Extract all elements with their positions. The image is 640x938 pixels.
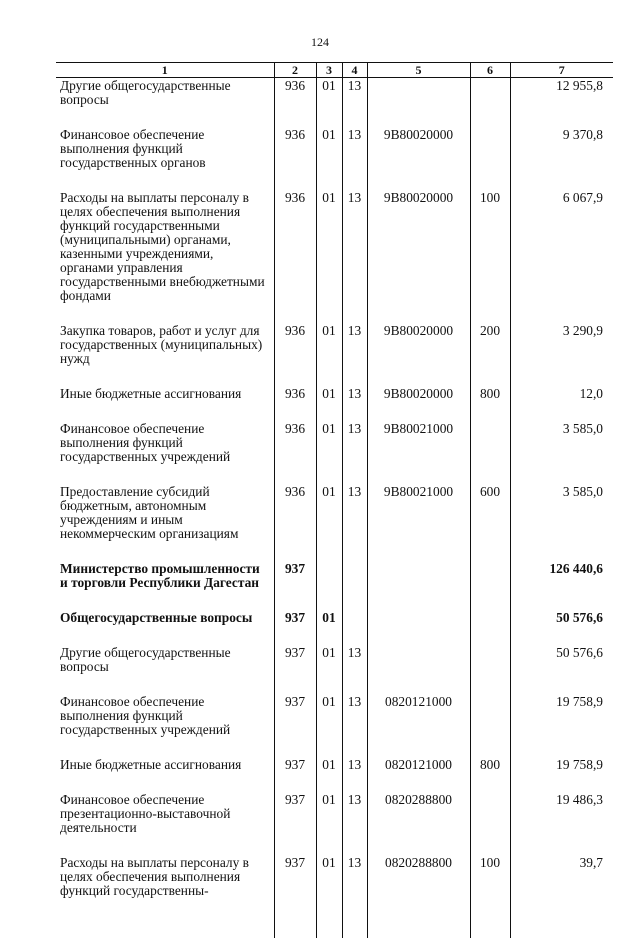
table-row — [56, 645, 613, 694]
row-section-cell: 01 — [316, 78, 342, 128]
row-subsection-cell: 13 — [342, 855, 367, 938]
row-type-cell — [470, 694, 510, 757]
row-name-cell: Другие общегосударственные вопросы — [56, 78, 274, 128]
row-amount-cell: 3 585,0 — [510, 484, 613, 561]
row-amount-cell: 50 576,6 — [510, 645, 613, 694]
row-amount-cell: 39,7 — [510, 855, 613, 938]
table-row — [56, 757, 613, 792]
row-section-cell: 01 — [316, 855, 342, 938]
row-amount-cell: 126 440,6 — [510, 561, 613, 610]
row-section-cell: 01 — [316, 190, 342, 323]
row-code-cell: 936 — [274, 484, 316, 561]
row-type-cell — [470, 127, 510, 190]
row-target-cell: 0820288800 — [367, 792, 470, 855]
row-amount-cell: 6 067,9 — [510, 190, 613, 323]
row-type-cell — [470, 561, 510, 610]
column-header-3: 3 — [316, 63, 342, 78]
column-header-6: 6 — [470, 63, 510, 78]
row-amount-cell: 12,0 — [510, 386, 613, 421]
row-section-cell: 01 — [316, 610, 342, 645]
row-name-cell: Другие общегосударственные вопросы — [56, 645, 274, 694]
row-code-cell: 936 — [274, 127, 316, 190]
row-code-cell: 936 — [274, 421, 316, 484]
table-row — [56, 855, 613, 938]
row-type-cell — [470, 78, 510, 128]
row-target-cell: 0820121000 — [367, 757, 470, 792]
column-header-1: 1 — [56, 63, 274, 78]
row-target-cell: 9В80020000 — [367, 323, 470, 386]
row-code-cell: 936 — [274, 323, 316, 386]
row-type-cell: 800 — [470, 757, 510, 792]
row-name-cell: Предоставление субсидий бюджетным, автономным учреждениям и иным некоммерческим организациям — [56, 484, 274, 561]
table-header — [56, 63, 613, 78]
row-subsection-cell: 13 — [342, 792, 367, 855]
table-row — [56, 386, 613, 421]
row-code-cell: 937 — [274, 610, 316, 645]
row-code-cell: 937 — [274, 561, 316, 610]
row-amount-cell: 9 370,8 — [510, 127, 613, 190]
table-body — [56, 78, 613, 938]
row-section-cell — [316, 561, 342, 610]
row-section-cell: 01 — [316, 645, 342, 694]
row-section-cell: 01 — [316, 127, 342, 190]
row-name-cell: Министерство промышленности и торговли Республики Дагестан — [56, 561, 274, 610]
row-section-cell: 01 — [316, 694, 342, 757]
row-type-cell: 800 — [470, 386, 510, 421]
row-subsection-cell: 13 — [342, 484, 367, 561]
row-subsection-cell: 13 — [342, 757, 367, 792]
row-section-cell: 01 — [316, 484, 342, 561]
row-name-cell: Финансовое обеспечение выполнения функций государственных учреждений — [56, 421, 274, 484]
row-subsection-cell: 13 — [342, 421, 367, 484]
table-row — [56, 78, 613, 128]
table-row — [56, 127, 613, 190]
row-type-cell — [470, 792, 510, 855]
row-subsection-cell: 13 — [342, 127, 367, 190]
row-subsection-cell: 13 — [342, 694, 367, 757]
row-code-cell: 937 — [274, 855, 316, 938]
row-code-cell: 937 — [274, 757, 316, 792]
table-row — [56, 190, 613, 323]
row-section-cell: 01 — [316, 421, 342, 484]
table-row — [56, 561, 613, 610]
row-name-cell: Закупка товаров, работ и услуг для государственных (муниципальных) нужд — [56, 323, 274, 386]
row-type-cell: 100 — [470, 855, 510, 938]
row-type-cell — [470, 421, 510, 484]
row-code-cell: 937 — [274, 792, 316, 855]
row-target-cell — [367, 78, 470, 128]
row-amount-cell: 19 486,3 — [510, 792, 613, 855]
row-subsection-cell: 13 — [342, 323, 367, 386]
row-subsection-cell — [342, 610, 367, 645]
table-row — [56, 610, 613, 645]
row-type-cell — [470, 645, 510, 694]
row-target-cell — [367, 610, 470, 645]
row-code-cell: 936 — [274, 78, 316, 128]
row-code-cell: 936 — [274, 190, 316, 323]
row-target-cell: 0820288800 — [367, 855, 470, 938]
row-subsection-cell: 13 — [342, 190, 367, 323]
row-subsection-cell — [342, 561, 367, 610]
row-code-cell: 937 — [274, 694, 316, 757]
budget-table — [56, 62, 613, 938]
table-row — [56, 421, 613, 484]
table-row — [56, 792, 613, 855]
row-target-cell: 0820121000 — [367, 694, 470, 757]
row-amount-cell: 19 758,9 — [510, 694, 613, 757]
row-section-cell: 01 — [316, 792, 342, 855]
row-name-cell: Расходы на выплаты персоналу в целях обеспечения выполнения функций государственны- — [56, 855, 274, 938]
row-code-cell: 936 — [274, 386, 316, 421]
row-target-cell: 9В80020000 — [367, 386, 470, 421]
row-section-cell: 01 — [316, 757, 342, 792]
row-target-cell: 9В80021000 — [367, 421, 470, 484]
row-section-cell: 01 — [316, 386, 342, 421]
row-name-cell: Общегосударственные вопросы — [56, 610, 274, 645]
table-row — [56, 694, 613, 757]
page-number: 124 — [0, 35, 640, 50]
row-type-cell — [470, 610, 510, 645]
row-name-cell: Иные бюджетные ассигнования — [56, 757, 274, 792]
column-header-7: 7 — [510, 63, 613, 78]
row-target-cell: 9В80020000 — [367, 127, 470, 190]
row-name-cell: Финансовое обеспечение презентационно-выставочной деятельности — [56, 792, 274, 855]
row-amount-cell: 19 758,9 — [510, 757, 613, 792]
row-subsection-cell: 13 — [342, 645, 367, 694]
table-row — [56, 484, 613, 561]
row-name-cell: Иные бюджетные ассигнования — [56, 386, 274, 421]
row-code-cell: 937 — [274, 645, 316, 694]
row-name-cell: Финансовое обеспечение выполнения функций государственных учреждений — [56, 694, 274, 757]
row-subsection-cell: 13 — [342, 386, 367, 421]
column-header-4: 4 — [342, 63, 367, 78]
row-target-cell — [367, 645, 470, 694]
row-type-cell: 100 — [470, 190, 510, 323]
row-name-cell: Расходы на выплаты персоналу в целях обеспечения выполнения функций государственными (муниципальными) органами, казенными учреждениями, органами управления государственными внебюджетными фондами — [56, 190, 274, 323]
row-amount-cell: 12 955,8 — [510, 78, 613, 128]
row-target-cell — [367, 561, 470, 610]
column-header-5: 5 — [367, 63, 470, 78]
row-type-cell: 600 — [470, 484, 510, 561]
row-type-cell: 200 — [470, 323, 510, 386]
table-row — [56, 323, 613, 386]
row-name-cell: Финансовое обеспечение выполнения функций государственных органов — [56, 127, 274, 190]
row-subsection-cell: 13 — [342, 78, 367, 128]
row-amount-cell: 3 585,0 — [510, 421, 613, 484]
row-section-cell: 01 — [316, 323, 342, 386]
row-target-cell: 9В80020000 — [367, 190, 470, 323]
column-header-2: 2 — [274, 63, 316, 78]
row-amount-cell: 3 290,9 — [510, 323, 613, 386]
row-amount-cell: 50 576,6 — [510, 610, 613, 645]
row-target-cell: 9В80021000 — [367, 484, 470, 561]
